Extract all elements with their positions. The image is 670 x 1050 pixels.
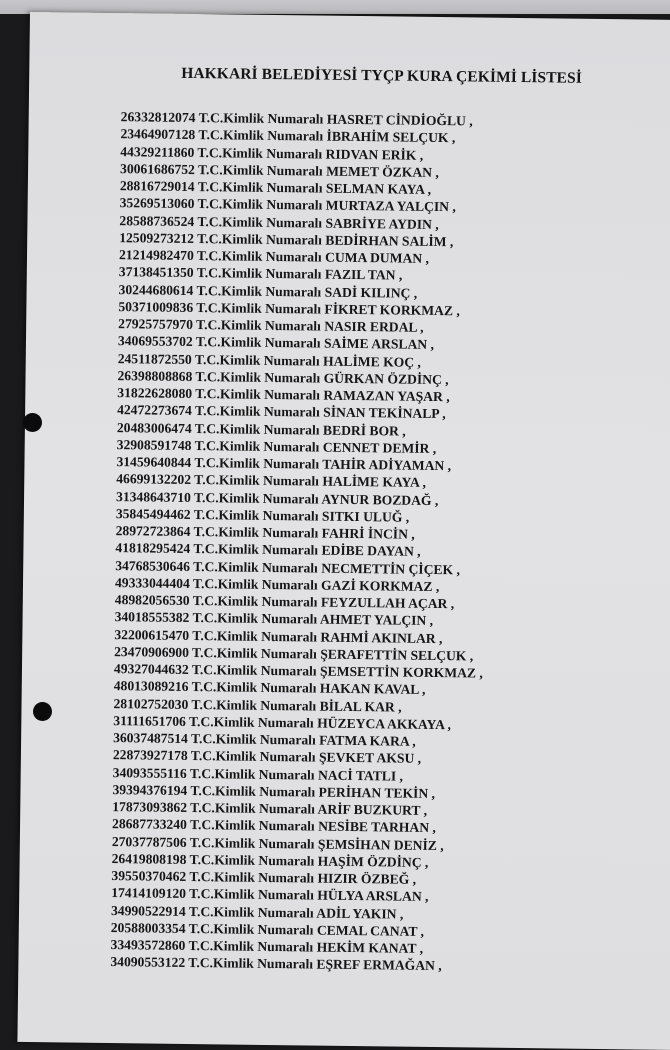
id-label: T.C.Kimlik Numaralı [189, 817, 315, 834]
id-number: 28972723864 [115, 523, 191, 539]
id-number: 48013089216 [113, 678, 189, 695]
list-item: 49333044404 T.C.Kimlik Numaralı GAZİ KORKMAZ , [114, 574, 440, 594]
id-number: 46699132202 [116, 471, 192, 488]
punch-hole [33, 702, 52, 721]
list-item: 17414109120 T.C.Kimlik Numaralı HÜLYA ARSLAN , [111, 885, 429, 905]
list-item: 34093555116 T.C.Kimlik Numaralı NACİ TATLI , [112, 764, 404, 784]
id-number: 20588003354 [110, 919, 186, 936]
list-item: 49327044632 T.C.Kimlik Numaralı ŞEMSETTİN KORKMAZ , [113, 661, 483, 681]
id-label: T.C.Kimlik Numaralı [192, 593, 318, 610]
person-name: SAİME ARSLAN [323, 335, 428, 353]
id-number: 35845494462 [115, 505, 191, 522]
list-item: 20483006474 T.C.Kimlik Numaralı BEDRİ BOR , [116, 419, 406, 439]
person-name: HAKAN KAVAL [319, 680, 419, 698]
list-item: 27037787506 T.C.Kimlik Numaralı ŞEMSİHAN DENİZ , [111, 833, 444, 853]
id-number: 30244680614 [118, 281, 194, 298]
id-label: T.C.Kimlik Numaralı [195, 368, 321, 386]
id-number: 33493572860 [110, 937, 186, 953]
id-number: 32908591748 [116, 436, 192, 453]
list-item: 39394376194 T.C.Kimlik Numaralı PERİHAN TEKİN , [112, 781, 436, 801]
id-label: T.C.Kimlik Numaralı [190, 782, 316, 800]
id-label: T.C.Kimlik Numaralı [193, 489, 319, 507]
person-name: RAMAZAN YAŞAR [323, 387, 443, 405]
list-item: 23470906900 T.C.Kimlik Numaralı ŞERAFETTİN SELÇUK , [114, 643, 474, 664]
list-item: 35845494462 T.C.Kimlik Numaralı SITKI ULUĞ , [115, 505, 410, 525]
id-number: 27925757970 [118, 316, 194, 333]
id-number: 31822628080 [117, 385, 193, 402]
list-item: 28816729014 T.C.Kimlik Numaralı SELMAN KAYA , [119, 178, 432, 197]
id-number: 26332812074 [120, 109, 196, 126]
list-item: 27925757970 T.C.Kimlik Numaralı NASIR ERDAL , [118, 316, 424, 335]
id-number: 36037487514 [113, 730, 188, 746]
id-label: T.C.Kimlik Numaralı [189, 851, 315, 869]
person-name: HALİME KOÇ [322, 353, 415, 370]
id-label: T.C.Kimlik Numaralı [192, 610, 318, 627]
person-name: GAZİ KORKMAZ [321, 577, 433, 594]
person-name: FAHRİ İNCİN [321, 525, 409, 542]
list-item: 41818295424 T.C.Kimlik Numaralı EDİBE DAYAN , [115, 540, 421, 560]
person-name: SITKI ULUĞ [321, 508, 403, 525]
list-item: 42472273674 T.C.Kimlik Numaralı SİNAN TEKİNALP , [117, 402, 446, 422]
list-item: 17873093862 T.C.Kimlik Numaralı ARİF BUZKURT , [112, 799, 428, 818]
id-label: T.C.Kimlik Numaralı [194, 351, 320, 369]
id-label: T.C.Kimlik Numaralı [197, 161, 323, 179]
person-name: NESİBE TARHAN [318, 818, 430, 836]
id-label: T.C.Kimlik Numaralı [193, 506, 319, 524]
list-item: 28102752030 T.C.Kimlik Numaralı BİLAL KAR , [113, 695, 402, 715]
id-number: 28588736524 [119, 212, 195, 229]
person-name: CUMA DUMAN [325, 249, 423, 266]
list-item: 34990522914 T.C.Kimlik Numaralı ADİL YAKIN , [110, 902, 404, 922]
id-label: T.C.Kimlik Numaralı [196, 282, 322, 300]
list-item: 34018555382 T.C.Kimlik Numaralı AHMET YALÇIN , [114, 609, 434, 629]
list-item: 26419808198 T.C.Kimlik Numaralı HAŞİM ÖZDİNÇ , [111, 850, 429, 870]
id-number: 12509273212 [119, 229, 195, 246]
list-item: 30244680614 T.C.Kimlik Numaralı SADİ KILINÇ , [118, 281, 418, 301]
id-number: 23464907128 [120, 126, 196, 143]
list-item: 35269513060 T.C.Kimlik Numaralı MURTAZA YALÇIN , [119, 195, 456, 215]
person-name: FATMA KARA [319, 732, 410, 749]
list-item: 28972723864 T.C.Kimlik Numaralı FAHRİ İNCİN , [115, 523, 415, 542]
list-item: 46699132202 T.C.Kimlik Numaralı HALİME KAYA , [116, 471, 427, 491]
id-label: T.C.Kimlik Numaralı [194, 403, 320, 420]
person-name: TAHİR ADİYAMAN [322, 456, 445, 474]
id-label: T.C.Kimlik Numaralı [196, 317, 321, 334]
person-name: SELMAN KAYA [325, 180, 425, 197]
list-item: 30061686752 T.C.Kimlik Numaralı MEMET ÖZKAN , [120, 160, 439, 180]
person-name: MURTAZA YALÇIN [325, 197, 450, 215]
list-item: 22873927178 T.C.Kimlik Numaralı ŞEVKET AKSU , [112, 747, 422, 767]
id-label: T.C.Kimlik Numaralı [192, 575, 318, 593]
list-item: 21214982470 T.C.Kimlik Numaralı CUMA DUMAN , [118, 247, 430, 266]
id-label: T.C.Kimlik Numaralı [192, 627, 318, 645]
person-name: BİLAL KAR [319, 698, 395, 715]
id-number: 49327044632 [113, 661, 189, 677]
id-number: 48982056530 [114, 592, 190, 608]
person-name: ŞERAFETTİN SELÇUK [320, 646, 467, 664]
id-label: T.C.Kimlik Numaralı [193, 558, 318, 576]
id-number: 42472273674 [117, 402, 192, 419]
list-item: 36037487514 T.C.Kimlik Numaralı FATMA KARA , [113, 730, 416, 749]
list-item: 28687733240 T.C.Kimlik Numaralı NESİBE TARHAN , [111, 816, 436, 836]
id-number: 26419808198 [111, 850, 187, 867]
id-label: T.C.Kimlik Numaralı [188, 713, 314, 731]
id-number: 34090553122 [110, 954, 186, 971]
id-label: T.C.Kimlik Numaralı [192, 644, 317, 662]
id-number: 28687733240 [111, 816, 187, 833]
document-title: HAKKARİ BELEDİYESİ TYÇP KURA ÇEKİMİ LİSTESİ [181, 64, 583, 87]
person-name: NASIR ERDAL [324, 318, 417, 335]
id-number: 41818295424 [115, 540, 191, 557]
id-label: T.C.Kimlik Numaralı [194, 455, 320, 472]
person-name: HEKİM KANAT [316, 939, 417, 956]
person-name: MEMET ÖZKAN [326, 163, 433, 180]
person-name: EDİBE DAYAN [321, 542, 414, 559]
list-item: 12509273212 T.C.Kimlik Numaralı BEDİRHAN SALİM , [119, 229, 454, 249]
person-name: FEYZULLAH AÇAR [320, 594, 448, 612]
id-label: T.C.Kimlik Numaralı [191, 696, 317, 714]
id-label: T.C.Kimlik Numaralı [190, 800, 316, 817]
id-number: 39550370462 [111, 868, 187, 884]
id-label: T.C.Kimlik Numaralı [191, 662, 317, 679]
person-name: GÜRKAN ÖZDİNÇ [323, 370, 442, 387]
list-item: 31348643710 T.C.Kimlik Numaralı AYNUR BOZDAĞ , [116, 488, 439, 508]
id-number: 34990522914 [110, 902, 186, 919]
id-label: T.C.Kimlik Numaralı [196, 248, 322, 265]
id-label: T.C.Kimlik Numaralı [197, 179, 323, 196]
list-item: 48013089216 T.C.Kimlik Numaralı HAKAN KAVAL , [113, 678, 426, 698]
person-name: BEDİRHAN SALİM [325, 232, 447, 249]
list-item: 37138451350 T.C.Kimlik Numaralı FAZIL TAN , [118, 264, 403, 283]
id-number: 34069553702 [117, 333, 193, 350]
id-label: T.C.Kimlik Numaralı [193, 524, 319, 541]
id-number: 28816729014 [119, 178, 195, 195]
id-number: 23470906900 [114, 643, 190, 660]
person-name: HÜZEYCA AKKAYA [317, 715, 445, 732]
id-number: 24511872550 [117, 350, 192, 367]
paper-sheet [17, 12, 670, 1050]
list-item: 34069553702 T.C.Kimlik Numaralı SAİME ARSLAN , [117, 333, 435, 353]
id-label: T.C.Kimlik Numaralı [195, 386, 321, 403]
id-number: 39394376194 [112, 781, 188, 798]
id-number: 44329211860 [120, 143, 195, 160]
person-name: HASRET CİNDİOĞLU [326, 111, 466, 129]
person-name: SABRİYE AYDIN [325, 215, 433, 232]
person-name: FİKRET KORKMAZ [324, 301, 454, 318]
id-label: T.C.Kimlik Numaralı [196, 299, 322, 317]
person-name: HAŞİM ÖZDİNÇ [317, 853, 422, 870]
id-number: 22873927178 [112, 747, 188, 764]
person-name: PERİHAN TEKİN [318, 784, 429, 801]
id-number: 17414109120 [111, 885, 187, 902]
id-label: T.C.Kimlik Numaralı [196, 265, 322, 282]
id-number: 31111651706 [113, 712, 186, 729]
id-label: T.C.Kimlik Numaralı [188, 920, 314, 938]
id-label: T.C.Kimlik Numaralı [198, 110, 324, 127]
id-label: T.C.Kimlik Numaralı [189, 765, 315, 783]
person-name: ŞEVKET AKSU [318, 749, 415, 767]
person-name: RAHMİ AKINLAR [320, 629, 436, 646]
id-label: T.C.Kimlik Numaralı [197, 230, 323, 248]
id-label: T.C.Kimlik Numaralı [191, 679, 317, 696]
entry-list [110, 108, 489, 975]
list-item: 31822628080 T.C.Kimlik Numaralı RAMAZAN YAŞAR , [117, 385, 450, 405]
id-number: 50371009836 [118, 298, 194, 315]
id-label: T.C.Kimlik Numaralı [190, 748, 316, 765]
id-number: 34093555116 [112, 764, 187, 781]
id-label: T.C.Kimlik Numaralı [189, 834, 315, 852]
list-item: 23464907128 T.C.Kimlik Numaralı İBRAHİM SELÇUK , [120, 126, 456, 146]
person-name: SADİ KILINÇ [324, 284, 411, 301]
list-item: 34090553122 T.C.Kimlik Numaralı EŞREF ERMAĞAN , [110, 954, 442, 974]
id-number: 27037787506 [111, 833, 187, 850]
list-item: 31111651706 T.C.Kimlik Numaralı HÜZEYCA AKKAYA , [113, 712, 452, 732]
id-label: T.C.Kimlik Numaralı [193, 541, 319, 558]
person-name: SİNAN TEKİNALP [323, 404, 440, 422]
list-item: 32200615470 T.C.Kimlik Numaralı RAHMİ AKINLAR , [114, 626, 443, 646]
person-name: AHMET YALÇIN [319, 611, 427, 629]
person-name: CENNET DEMİR [322, 439, 430, 456]
person-name: CEMAL CANAT [316, 922, 418, 939]
id-number: 21214982470 [118, 247, 194, 264]
id-label: T.C.Kimlik Numaralı [194, 437, 320, 455]
id-number: 34768530646 [115, 557, 191, 574]
id-label: T.C.Kimlik Numaralı [190, 731, 316, 748]
id-label: T.C.Kimlik Numaralı [197, 196, 323, 213]
id-label: T.C.Kimlik Numaralı [197, 213, 323, 231]
id-number: 31348643710 [116, 488, 191, 505]
list-item: 33493572860 T.C.Kimlik Numaralı HEKİM KANAT , [110, 937, 424, 956]
person-name: ARİF BUZKURT [317, 801, 421, 818]
person-name: AYNUR BOZDAĞ [321, 491, 432, 508]
id-number: 31459640844 [116, 454, 192, 471]
person-name: İBRAHİM SELÇUK [326, 128, 449, 146]
id-label: T.C.Kimlik Numaralı [188, 955, 314, 972]
id-label: T.C.Kimlik Numaralı [188, 903, 314, 921]
person-name: FAZIL TAN [324, 266, 396, 283]
id-number: 35269513060 [119, 195, 195, 212]
list-item: 20588003354 T.C.Kimlik Numaralı CEMAL CANAT , [110, 919, 425, 939]
id-label: T.C.Kimlik Numaralı [194, 472, 320, 489]
id-number: 49333044404 [114, 574, 190, 591]
id-label: T.C.Kimlik Numaralı [197, 144, 323, 162]
list-item: 26332812074 T.C.Kimlik Numaralı HASRET CİNDİOĞLU , [120, 109, 473, 129]
list-item: 26398808868 T.C.Kimlik Numaralı GÜRKAN ÖZDİNÇ , [117, 367, 449, 387]
list-item: 48982056530 T.C.Kimlik Numaralı FEYZULLAH AÇAR , [114, 592, 455, 612]
person-name: NECMETTİN ÇİÇEK [321, 560, 454, 577]
person-name: EŞREF ERMAĞAN [316, 956, 436, 974]
id-number: 20483006474 [116, 419, 192, 436]
id-number: 17873093862 [112, 799, 188, 815]
person-name: NACİ TATLI [317, 767, 397, 784]
punch-hole [23, 413, 42, 432]
person-name: RIDVAN ERİK [325, 146, 417, 163]
id-label: T.C.Kimlik Numaralı [188, 938, 314, 955]
id-number: 37138451350 [118, 264, 194, 281]
list-item: 50371009836 T.C.Kimlik Numaralı FİKRET KORKMAZ , [118, 298, 460, 319]
id-label: T.C.Kimlik Numaralı [189, 886, 314, 903]
id-number: 26398808868 [117, 367, 193, 384]
person-name: HALİME KAYA [322, 473, 420, 491]
list-item: 28588736524 T.C.Kimlik Numaralı SABRİYE AYDIN , [119, 212, 439, 232]
id-number: 30061686752 [120, 160, 195, 177]
id-number: 32200615470 [114, 626, 190, 643]
person-name: BEDRİ BOR [322, 422, 400, 439]
id-label: T.C.Kimlik Numaralı [195, 334, 321, 351]
list-item: 39550370462 T.C.Kimlik Numaralı HIZIR ÖZBEĞ , [111, 868, 417, 887]
id-label: T.C.Kimlik Numaralı [189, 869, 315, 886]
person-name: ŞEMSETTİN KORKMAZ [319, 663, 477, 681]
id-number: 28102752030 [113, 695, 189, 712]
list-item: 44329211860 T.C.Kimlik Numaralı RIDVAN ERİK , [120, 143, 424, 163]
list-item: 24511872550 T.C.Kimlik Numaralı HALİME KOÇ , [117, 350, 421, 370]
person-name: ŞEMSİHAN DENİZ [317, 836, 438, 853]
id-number: 34018555382 [114, 609, 190, 626]
person-name: ADİL YAKIN [316, 905, 397, 922]
id-label: T.C.Kimlik Numaralı [198, 127, 324, 144]
person-name: HIZIR ÖZBEĞ [317, 870, 410, 887]
list-item: 34768530646 T.C.Kimlik Numaralı NECMETTİN ÇİÇEK , [115, 557, 461, 577]
id-label: T.C.Kimlik Numaralı [194, 420, 320, 438]
list-item: 32908591748 T.C.Kimlik Numaralı CENNET DEMİR , [116, 436, 437, 456]
person-name: HÜLYA ARSLAN [317, 887, 422, 905]
list-item: 31459640844 T.C.Kimlik Numaralı TAHİR ADİYAMAN , [116, 454, 452, 474]
